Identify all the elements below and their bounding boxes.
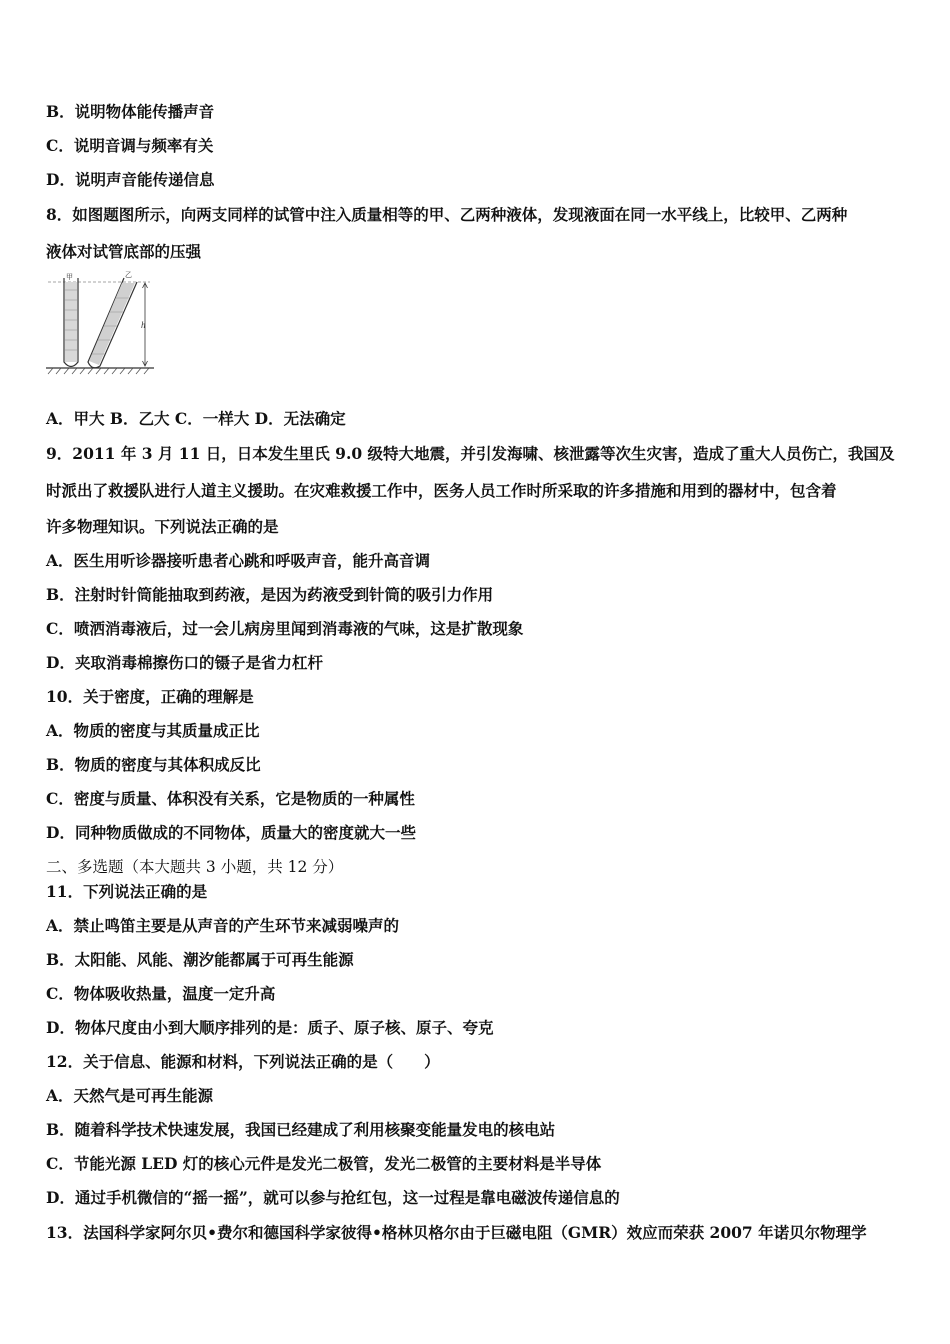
liquid-yi	[89, 283, 135, 365]
q11-option-b: B．太阳能、风能、潮汐能都属于可再生能源	[46, 950, 354, 969]
label-h: h	[141, 320, 146, 330]
q12-option-a: A．天然气是可再生能源	[46, 1086, 214, 1105]
q11-option-c: C．物体吸收热量，温度一定升高	[46, 984, 276, 1003]
q9-option-b: B．注射时针筒能抽取到药液，是因为药液受到针筒的吸引力作用	[46, 585, 494, 604]
test-tube-figure	[42, 270, 160, 382]
q9-option-c: C．喷洒消毒液后，过一会儿病房里闻到消毒液的气味，这是扩散现象	[46, 619, 524, 638]
q9-stem-line2: 时派出了救援队进行人道主义援助。在灾难救援工作中，医务人员工作时所采取的许多措施和用到的器材中，包含着	[46, 481, 837, 500]
q9-option-d: D．夹取消毒棉擦伤口的镊子是省力杠杆	[46, 653, 323, 672]
q9-stem-line1: 9．2011 年 3 月 11 日，日本发生里氏 9.0 级特大地震，并引发海啸、核泄露等次生灾害，造成了重大人员伤亡，我国及	[46, 444, 895, 463]
ground-hatching	[48, 368, 149, 374]
q7-option-d: D．说明声音能传递信息	[46, 170, 215, 189]
q12-option-c: C．节能光源 LED 灯的核心元件是发光二极管，发光二极管的主要材料是半导体	[46, 1154, 602, 1173]
q12-stem: 12．关于信息、能源和材料，下列说法正确的是（ ）	[46, 1052, 440, 1071]
q8-stem-line2: 液体对试管底部的压强	[46, 242, 202, 261]
label-jia: 甲	[66, 273, 73, 281]
q10-option-d: D．同种物质做成的不同物体，质量大的密度就大一些	[46, 823, 416, 842]
q9-stem-line3: 许多物理知识。下列说法正确的是	[46, 517, 279, 536]
q8-options: A．甲大 B．乙大 C．一样大 D．无法确定	[46, 409, 346, 428]
section-heading: 二、多选题（本大题共 3 小题，共 12 分）	[46, 858, 344, 876]
q10-option-b: B．物质的密度与其体积成反比	[46, 755, 261, 774]
q12-option-d: D．通过手机微信的“摇一摇”，就可以参与抢红包，这一过程是靠电磁波传递信息的	[46, 1188, 620, 1207]
q10-option-a: A．物质的密度与其质量成正比	[46, 721, 260, 740]
q11-option-a: A．禁止鸣笛主要是从声音的产生环节来减弱噪声的	[46, 916, 400, 935]
q12-option-b: B．随着科学技术快速发展，我国已经建成了利用核聚变能量发电的核电站	[46, 1120, 556, 1139]
label-yi: 乙	[125, 271, 132, 279]
q11-option-d: D．物体尺度由小到大顺序排列的是：质子、原子核、原子、夸克	[46, 1018, 494, 1037]
q10-option-c: C．密度与质量、体积没有关系，它是物质的一种属性	[46, 789, 415, 808]
q13-stem-line1: 13．法国科学家阿尔贝•费尔和德国科学家彼得•格林贝格尔由于巨磁电阻（GMR）效应而荣获 2007 年诺贝尔物理学	[46, 1223, 867, 1242]
q8-stem-line1: 8．如图题图所示，向两支同样的试管中注入质量相等的甲、乙两种液体，发现液面在同一水平线上，比较甲、乙两种	[46, 205, 848, 224]
q7-option-b: B．说明物体能传播声音	[46, 102, 215, 121]
q11-stem: 11．下列说法正确的是	[46, 882, 208, 901]
q10-stem: 10．关于密度，正确的理解是	[46, 687, 254, 706]
q7-option-c: C．说明音调与频率有关	[46, 136, 214, 155]
q9-option-a: A．医生用听诊器接听患者心跳和呼吸声音，能升高音调	[46, 551, 431, 570]
